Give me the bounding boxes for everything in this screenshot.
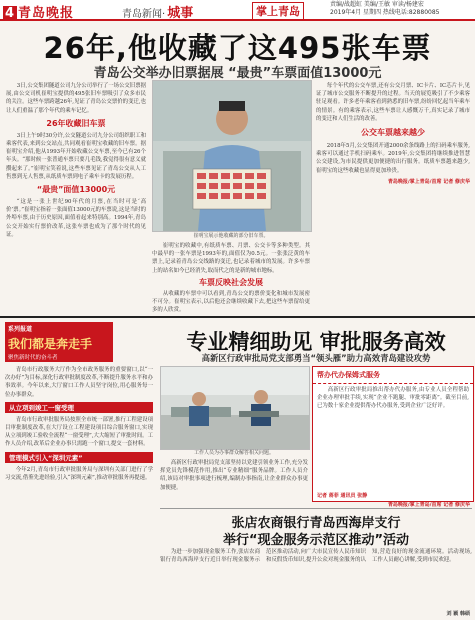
col1-subtitle2: “最贵”面值13000元	[36, 185, 116, 195]
bottom-subhead: 高新区行政审批局党支部勇当“领头雁”助力高效青岛建设攻势	[201, 353, 431, 363]
story2-text: 为进一步加强现金服务工作,张店农商银行青岛西海岸支行近日举行现金服务示范区推动活动,向广大市民宣传人民币知识和反假货币知识,提升公众对现金服务的认知,营造良好的现金流通环境。活动现场,工作人员耐心讲解,受到市民欢迎。	[160, 549, 472, 564]
section-title: 青岛新闻· 城事	[122, 6, 194, 21]
sidebar-text: 高新区行政审批局推出帮办代办服务,由专业人员全程帮助企业办理审批手续,实现“企业不跑腿、审批零距离”。截至目前,已为数十家企业提供帮办代办服务,受到企业广泛好评。	[317, 387, 469, 410]
top-col2: 崔明宝的收藏中,有纸质车票、月票、公交卡等多种类型。其中最早的一张车票是1993年的,面值仅为0.5元。一张张泛黄的车票上,记录着青岛公交线路的变迁,也记录着城市的发展。许多车票上的站名如今已经消失,取而代之的是新的城市地标。 车票反映社会发展 从收藏的车票中可以看到,青岛公交的票价变化和城市发展密不可分。崔明宝表示,以后他还会继续收藏下去,把这些车票留给更多的人欣赏。	[152, 243, 310, 314]
collector-photo	[152, 80, 312, 232]
bottom-left-subtitle2: 管理模式引入“深圳元素”	[5, 452, 153, 463]
app-label: 掌上青岛	[252, 2, 304, 20]
bottom-headline: 专业精细助见 审批服务高效	[186, 330, 446, 354]
story2-headline: 张店农商银行青岛西海岸支行	[231, 516, 401, 531]
top-col1: 3日,公交集团隧道公司九分公司举行了一场公交旧票据展,由公交司机崔明宝提供的495张旧车票吸引了众多市民的关注。这些车票跨越26年,见证了青岛公交票价的变迁,也让人们重温了那个年代的乘车记忆。 26年收藏旧车票 3日上午9时30分许,公交隧道公司九分公司组织职工和乘客代表,来到公交站点,共同观看崔明宝收藏的旧车票。据崔明宝介绍,他从1993年开始收藏公交车票,至今已有26个年头。“那时候一张普通车票只要几毛钱,我觉得很有意义就攒起来了。”崔明宝笑着说,这些车票见证了青岛公交从人工售票到无人售票,从纸质车票到电子乘车卡的发展历程。 “最贵”面值13000元 “这是一张上世纪90年代的月票,在当时可是‘高价’票。”崔明宝指着一张面值13000元的车票说,这是当时的外埠车票,由于历史原因,面值看起来特别高。1994年,青岛公交开始实行票价改革,这张车票也成为了那个时代的见证。	[6, 83, 146, 238]
col3-byline: 青岛晚报/掌上青岛/首席 记者 修庆华	[387, 178, 470, 185]
bottom-right-text: 高新区行政审批局党支部坚持以党建引领业务工作,充分发挥党员先锋模范作用,推出“专业精细”服务品牌。工作人员介绍,该局对审批事项进行梳理,编制办事指南,让企业群众办事更加便捷。	[160, 460, 308, 491]
photo-caption: 崔明宝展示他收藏的部分旧车票。	[193, 233, 269, 239]
story2-byline: 刘 颖 韩硕	[446, 611, 470, 617]
paper-logo: 4 青岛晚报	[5, 6, 75, 21]
office-photo-caption: 工作人员为办事群众解答相关问题。	[193, 450, 274, 456]
bottom-left-text: 青岛市行政服务大厅作为全市政务服务的重要窗口,以“一次办好”为目标,深化行政审批制度改革,不断提升服务水平和办事效率。今年以来,大厅窗口工作人员坚守岗位,用心服务每一位办事群众。 从立项到竣工一窗受理 青岛市行政审批服务局按照全市统一部署,推行工程建设项目审批制度改革,在大厅设立工程建设项目综合服务窗口,实现从立项到竣工验收全流程“一窗受理”,大大缩短了审批时间。工作人员介绍,改革后企业办事只需跑一个窗口,提交一套材料。 管理模式引入“深圳元素” 今年2月,青岛市行政审批服务局与深圳有关部门进行了学习交流,借鉴先进经验,引入“深圳元素”,推动审批服务再提速。	[5, 367, 153, 481]
bottom-byline: 青岛晚报/掌上青岛/首席 记者 修庆华	[387, 502, 470, 508]
section-divider	[0, 316, 475, 318]
office-photo	[160, 366, 310, 450]
story2-rule	[160, 508, 472, 509]
bottom-left-subtitle1: 从立项到竣工一窗受理	[5, 402, 153, 413]
col1-subtitle: 26年收藏旧车票	[46, 118, 106, 128]
series-banner-title: 我们都是奔走手	[8, 337, 93, 351]
main-subhead: 青岛公交举办旧票据展 “最贵”车票面值13000元	[93, 66, 382, 81]
col3-subtitle: 公交车票越来越少	[361, 128, 425, 138]
sidebar-title: 帮办代办保姆式服务	[313, 367, 473, 384]
sidebar-box	[312, 366, 474, 502]
sidebar-byline: 记者 蒋菲 通讯员 张静	[317, 493, 368, 499]
story2-headline2: 举行“现金服务示范区推动”活动	[222, 533, 410, 548]
series-banner-sub: 聚焦新时代的奋斗者	[8, 355, 58, 361]
main-headline: 26年,他收藏了这495张车票	[43, 31, 432, 65]
col2-subtitle: 车票反映社会发展	[199, 277, 263, 287]
series-banner-tag: 系列报道	[8, 326, 33, 333]
top-col3: 每个年代的公交车票,还有公交月票、IC卡片、IC芯片卡,见证了城市公交服务不断提升的过程。当天的展览吸引了不少乘客驻足观看。许多老年乘客看到熟悉的旧车票,纷纷回忆起当年乘车的情景。有的乘客表示,这些车票让人感慨万千,真实记录了城市的变迁和人们生活的改善。 公交车票越来越少 2018年5月,公交集团开通2000余条线路上的扫码乘车服务,乘客可以通过手机扫码乘车。2019年,公交集团将继续推进智慧公交建设,为市民提供更加便捷的出行服务。纸质车票越来越少,崔明宝的这些收藏也显得更加珍贵。 青岛晚报/掌上青岛/首席 记者 修庆华	[316, 83, 470, 185]
header-meta: 责编/战超虹 美编/王敏 审读/杨建宏 2019年4月 星期四 热线电话:82880085	[330, 1, 440, 16]
series-banner	[5, 322, 113, 362]
